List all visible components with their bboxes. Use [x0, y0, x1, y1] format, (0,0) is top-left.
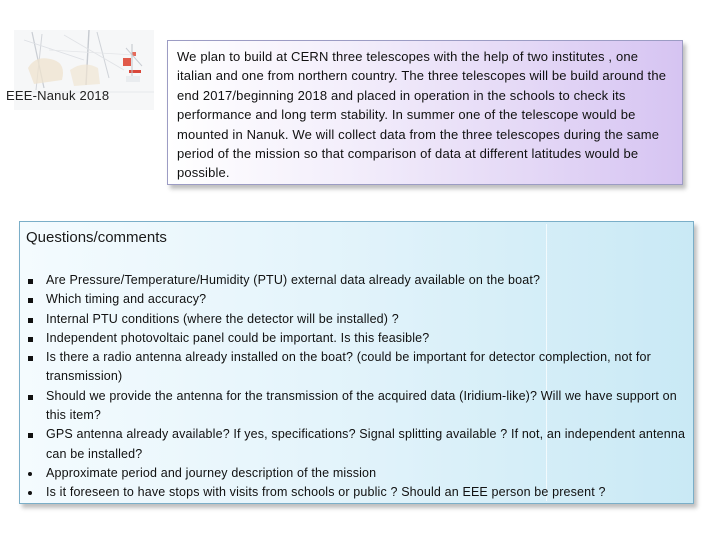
question-item — [26, 348, 691, 387]
question-item — [26, 387, 691, 426]
question-text: Which timing and accuracy? — [46, 292, 207, 307]
question-item — [26, 271, 691, 290]
question-item — [26, 483, 691, 502]
questions-title: Questions/comments — [26, 229, 167, 246]
question-item — [26, 329, 691, 348]
question-text: Independent photovoltaic panel could be important. Is this feasible? — [46, 330, 430, 345]
question-item — [26, 310, 691, 329]
logo-label: EEE-Nanuk 2018 — [6, 88, 110, 103]
question-text: GPS antenna already available? If yes, specifications? Signal splitting available ? If not, an independent antenna can be installed? — [46, 427, 686, 461]
question-item — [26, 464, 691, 483]
question-text: Is there a radio antenna already installed on the boat? (could be important for detector complection, not for transmission) — [46, 350, 651, 384]
question-item — [26, 425, 691, 464]
question-text: Should we provide the antenna for the transmission of the acquired data (Iridium-like)? Will we have support on this item? — [46, 388, 677, 423]
question-item — [26, 290, 691, 309]
question-text: Approximate period and journey description of the mission — [46, 465, 377, 480]
question-text: Are Pressure/Temperature/Humidity (PTU) external data already available on the boat? — [46, 273, 541, 287]
question-text: Internal PTU conditions (where the detector will be installed) ? — [46, 311, 399, 326]
plan-paragraph: We plan to build at CERN three telescopes with the help of two institutes , one italian and one from northern country. The three telescopes will be build around the end 2017/beginning 2018 and placed in operation in the schools to check its performance and long term stability. In summer one of the telescope would be mounted in Nanuk. We will collect data from the three telescopes during the same period of the mission so that comparison of data at different latitudes would be possible. — [177, 49, 667, 181]
plan-textbox — [167, 40, 683, 185]
question-text: Is it foreseen to have stops with visits from schools or public ? Should an EEE person be present ? — [46, 485, 606, 500]
questions-panel — [19, 221, 694, 504]
questions-list — [26, 271, 691, 503]
